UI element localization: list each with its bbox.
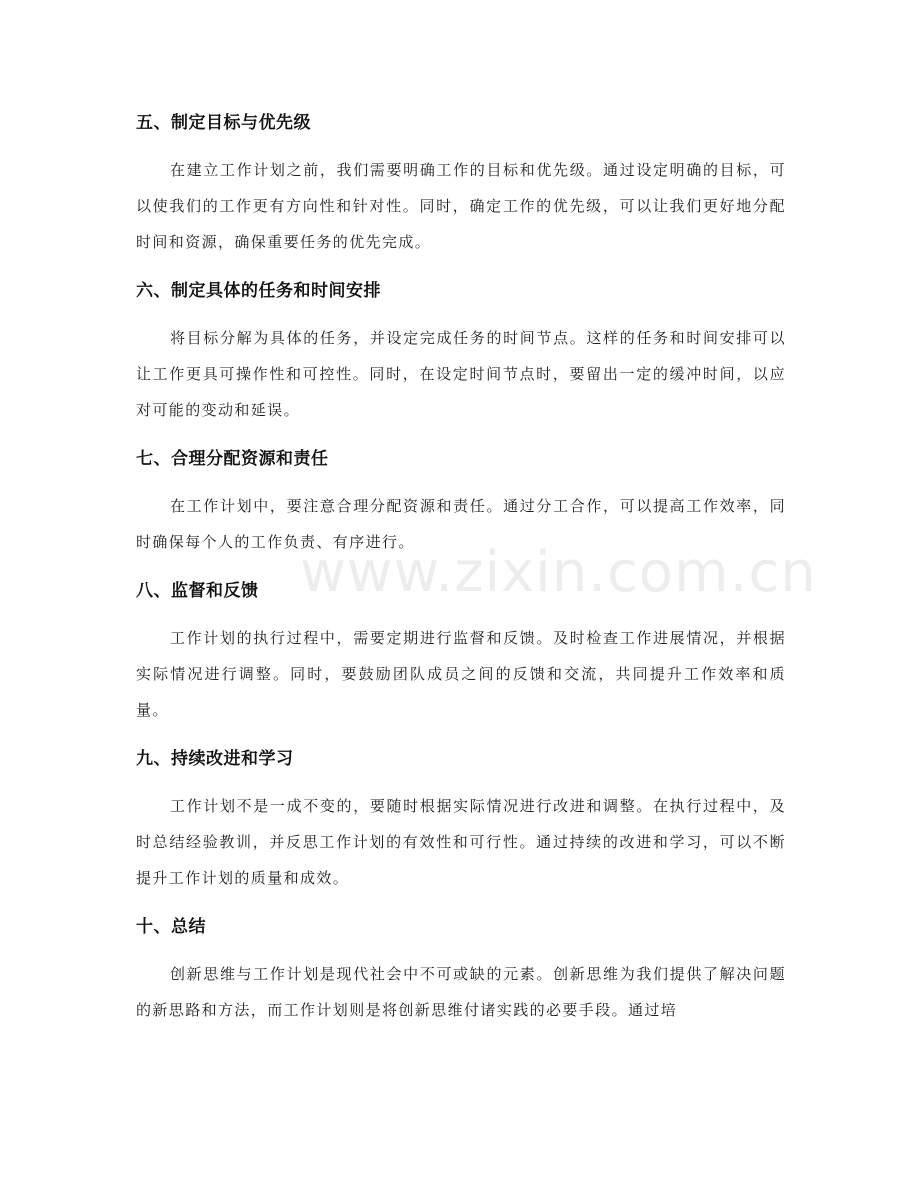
section-6 (136, 272, 786, 428)
section-heading: 六、制定具体的任务和时间安排 (136, 281, 381, 301)
section-paragraph: 工作计划不是一成不变的，要随时根据实际情况进行改进和调整。在执行过程中，及时总结经验教训，并反思工作计划的有效性和可行性。通过持续的改进和学习，可以不断提升工作计划的质量和成效。 (136, 797, 786, 887)
section-heading: 八、监督和反馈 (136, 581, 259, 601)
section-paragraph: 工作计划的执行过程中，需要定期进行监督和反馈。及时检查工作进展情况，并根据实际情况进行调整。同时，要鼓励团队成员之间的反馈和交流，共同提升工作效率和质量。 (136, 629, 786, 719)
section-5 (136, 104, 786, 260)
section-paragraph: 创新思维与工作计划是现代社会中不可或缺的元素。创新思维为我们提供了解决问题的新思路和方法，而工作计划则是将创新思维付诸实践的必要手段。通过培 (136, 965, 786, 1019)
section-paragraph: 在建立工作计划之前，我们需要明确工作的目标和优先级。通过设定明确的目标，可以使我们的工作更有方向性和针对性。同时，确定工作的优先级，可以让我们更好地分配时间和资源，确保重要任务的优先完成。 (136, 161, 786, 251)
section-heading: 五、制定目标与优先级 (136, 113, 311, 133)
section-heading: 十、总结 (136, 917, 206, 937)
section-paragraph: 在工作计划中，要注意合理分配资源和责任。通过分工合作，可以提高工作效率，同时确保每个人的工作负责、有序进行。 (136, 497, 786, 551)
section-8 (136, 572, 786, 728)
section-paragraph: 将目标分解为具体的任务，并设定完成任务的时间节点。这样的任务和时间安排可以让工作更具可操作性和可控性。同时，在设定时间节点时，要留出一定的缓冲时间，以应对可能的变动和延误。 (136, 329, 786, 419)
section-10 (136, 908, 786, 1028)
document-page (136, 104, 786, 1040)
watermark: www.zixin.com.cn (300, 540, 817, 605)
section-heading: 七、合理分配资源和责任 (136, 449, 329, 469)
section-9 (136, 740, 786, 896)
section-7 (136, 440, 786, 560)
section-heading: 九、持续改进和学习 (136, 749, 294, 769)
